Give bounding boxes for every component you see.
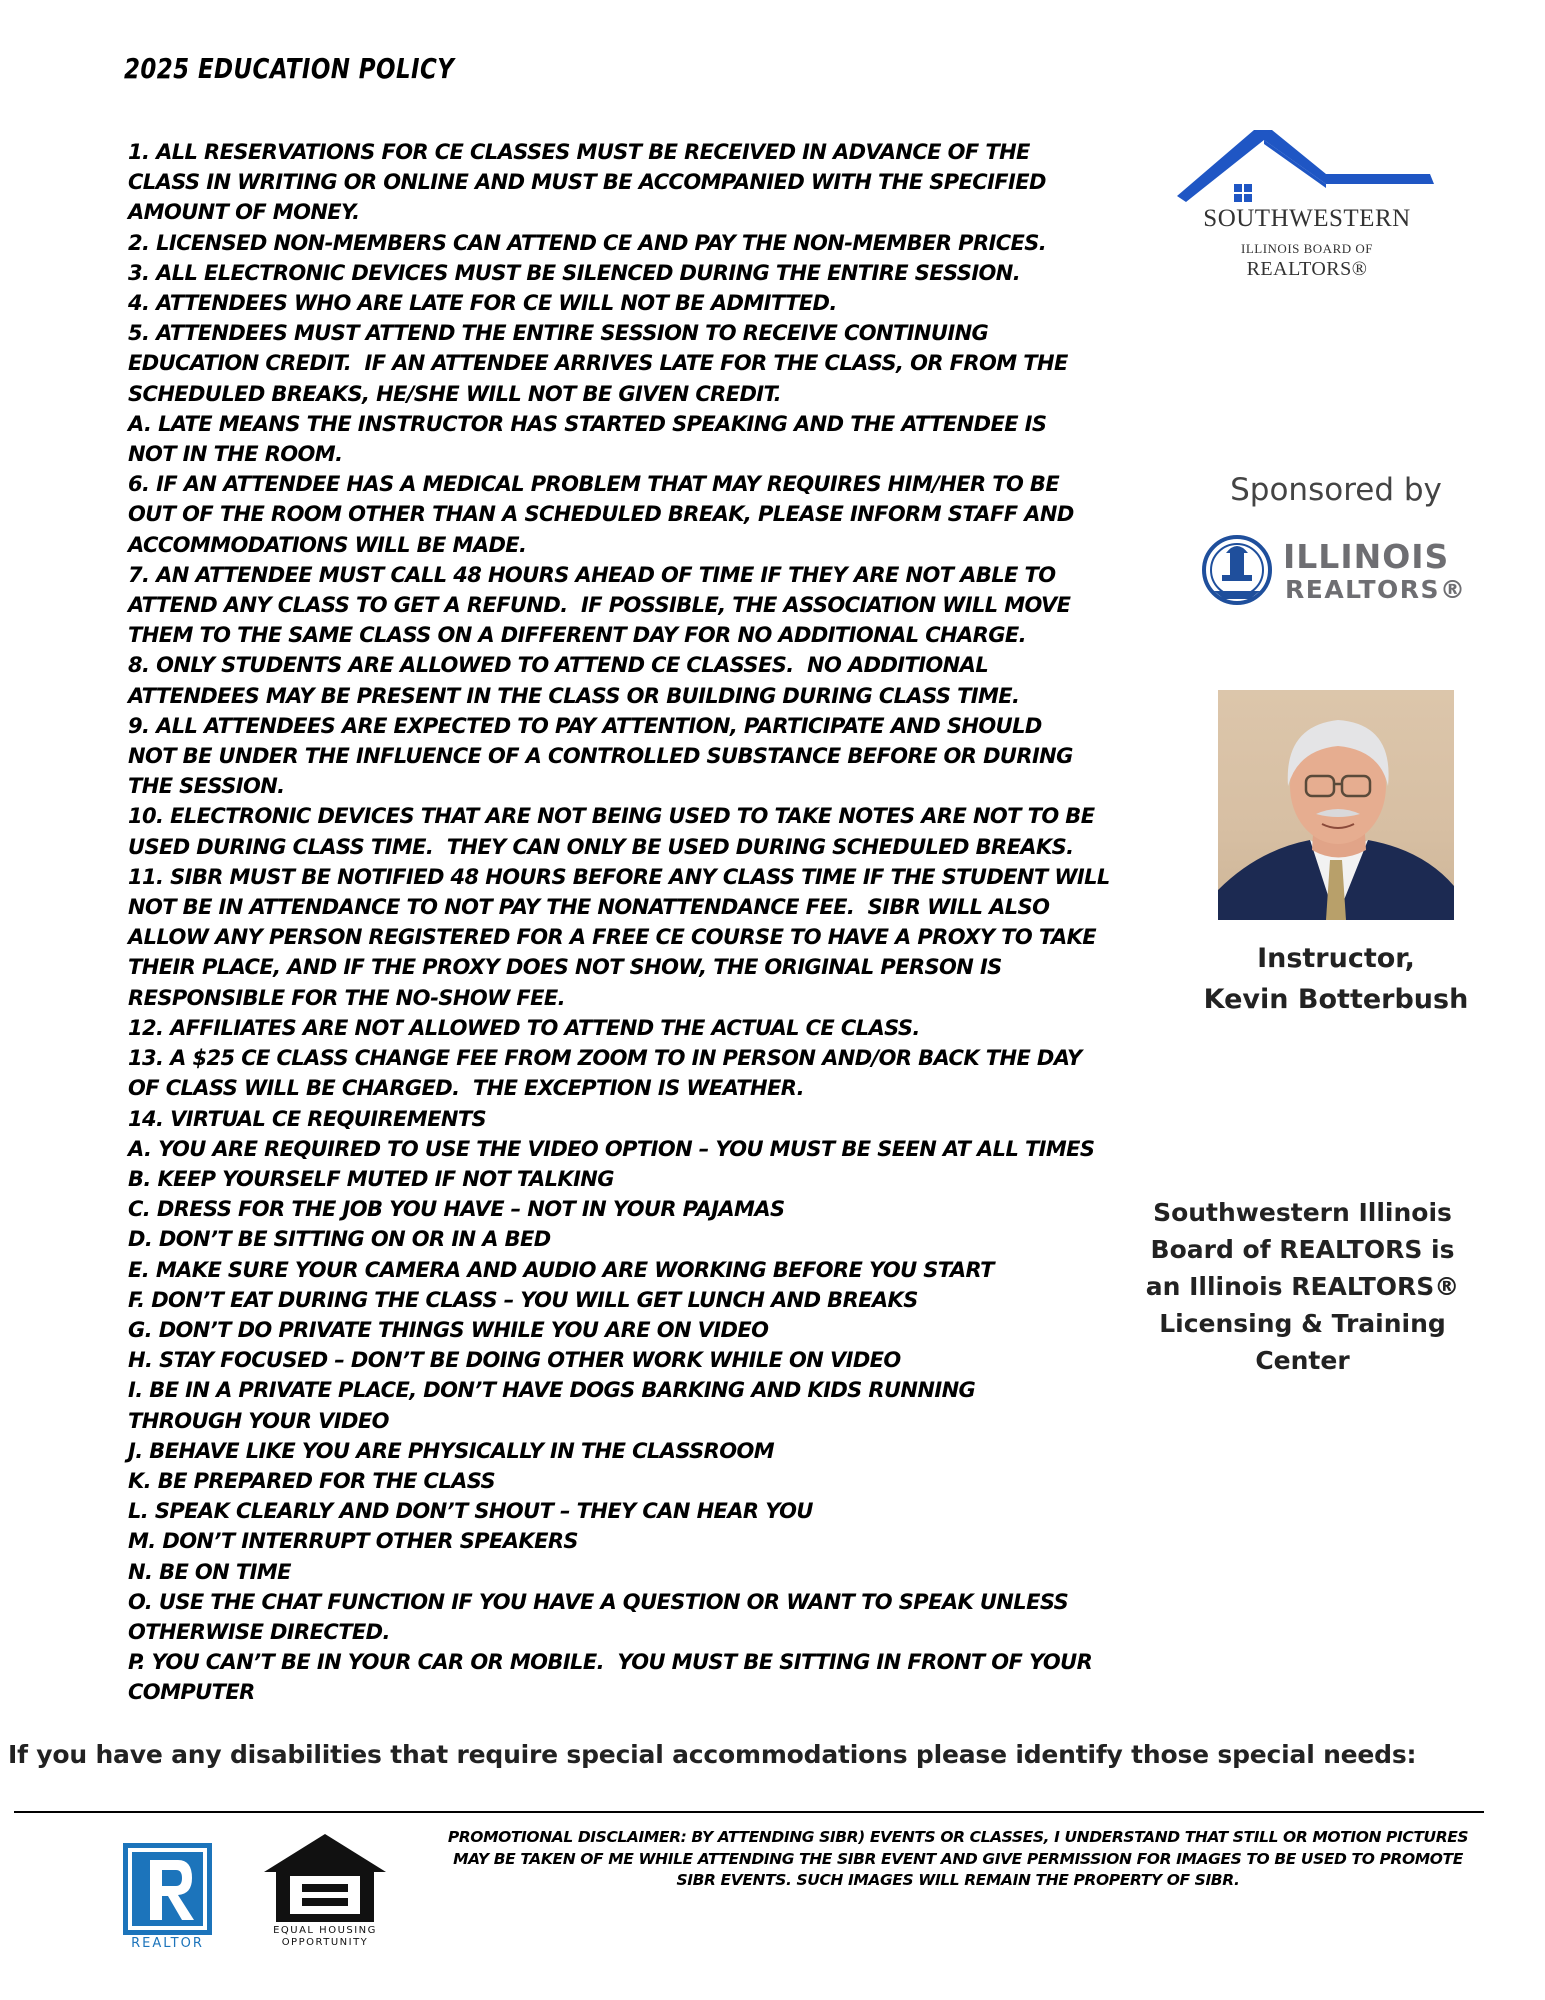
realtor-label: REALTOR — [131, 1936, 204, 1951]
policy-line: AMOUNT OF MONEY. — [128, 200, 360, 225]
policy-line: NOT IN THE ROOM. — [128, 442, 343, 467]
policy-line: THROUGH YOUR VIDEO — [128, 1408, 389, 1433]
policy-line: SCHEDULED BREAKS, HE/SHE WILL NOT BE GIVEN CREDIT. — [128, 381, 782, 406]
policy-line: C. DRESS FOR THE JOB YOU HAVE – NOT IN YOUR PAJAMAS — [128, 1197, 785, 1222]
policy-line: RESPONSIBLE FOR THE NO-SHOW FEE. — [128, 985, 566, 1010]
policy-line: COMPUTER — [128, 1680, 255, 1705]
disclaimer-line: MAY BE TAKEN OF ME WHILE ATTENDING THE SIBR EVENT AND GIVE PERMISSION FOR IMAGES TO BE USED TO PROMOTE — [453, 1849, 1463, 1868]
training-center-line: Licensing & Training — [1159, 1309, 1446, 1338]
equal-housing-line2: OPPORTUNITY — [281, 1937, 369, 1948]
policy-line: F. DON’T EAT DURING THE CLASS – YOU WILL GET LUNCH AND BREAKS — [128, 1287, 918, 1312]
policy-line: A. LATE MEANS THE INSTRUCTOR HAS STARTED SPEAKING AND THE ATTENDEE IS — [128, 411, 1047, 436]
instructor-label: Instructor, — [1257, 943, 1415, 974]
instructor-photo — [1218, 690, 1454, 920]
instructor-caption — [1180, 938, 1492, 1020]
policy-line: I. BE IN A PRIVATE PLACE, DON’T HAVE DOGS BARKING AND KIDS RUNNING — [128, 1378, 976, 1403]
policy-line: CLASS IN WRITING OR ONLINE AND MUST BE ACCOMPANIED WITH THE SPECIFIED — [128, 170, 1046, 195]
promotional-disclaimer — [378, 1827, 1538, 1892]
policy-line: D. DON’T BE SITTING ON OR IN A BED — [128, 1227, 551, 1252]
policy-line: B. KEEP YOURSELF MUTED IF NOT TALKING — [128, 1166, 614, 1191]
policy-line: 3. ALL ELECTRONIC DEVICES MUST BE SILENCED DURING THE ENTIRE SESSION. — [128, 260, 1021, 285]
policy-line: ATTEND ANY CLASS TO GET A REFUND. IF POSSIBLE, THE ASSOCIATION WILL MOVE — [128, 593, 1071, 618]
policy-line: 9. ALL ATTENDEES ARE EXPECTED TO PAY ATTENTION, PARTICIPATE AND SHOULD — [128, 713, 1042, 738]
policy-line: E. MAKE SURE YOUR CAMERA AND AUDIO ARE WORKING BEFORE YOU START — [128, 1257, 994, 1282]
policy-list — [128, 137, 1168, 1708]
policy-line: 11. SIBR MUST BE NOTIFIED 48 HOURS BEFORE ANY CLASS TIME IF THE STUDENT WILL — [128, 864, 1110, 889]
policy-line: THEM TO THE SAME CLASS ON A DIFFERENT DAY FOR NO ADDITIONAL CHARGE. — [128, 623, 1027, 648]
training-center-line: an Illinois REALTORS® — [1145, 1272, 1460, 1301]
policy-line: ALLOW ANY PERSON REGISTERED FOR A FREE CE COURSE TO HAVE A PROXY TO TAKE — [128, 925, 1097, 950]
training-center-text — [1125, 1194, 1480, 1379]
policy-line: USED DURING CLASS TIME. THEY CAN ONLY BE USED DURING SCHEDULED BREAKS. — [128, 834, 1074, 859]
instructor-name: Kevin Botterbush — [1203, 984, 1469, 1015]
illinois-realtors-line1: ILLINOIS — [1283, 537, 1450, 576]
southwestern-logo-sub2: REALTORS® — [1246, 258, 1368, 280]
southwestern-logo-name: SOUTHWESTERN — [1203, 205, 1411, 232]
illinois-realtors-line2: REALTORS® — [1285, 575, 1467, 604]
policy-line: A. YOU ARE REQUIRED TO USE THE VIDEO OPTION – YOU MUST BE SEEN AT ALL TIMES — [128, 1136, 1095, 1161]
equal-housing-line1: EQUAL HOUSING — [273, 1925, 377, 1936]
training-center-line: Southwestern Illinois — [1153, 1198, 1452, 1227]
policy-line: 12. AFFILIATES ARE NOT ALLOWED TO ATTEND THE ACTUAL CE CLASS. — [128, 1015, 920, 1040]
policy-line: THE SESSION. — [128, 774, 285, 799]
disclaimer-line: SIBR EVENTS. SUCH IMAGES WILL REMAIN THE PROPERTY OF SIBR. — [676, 1871, 1240, 1889]
disability-response-line[interactable] — [14, 1811, 1484, 1813]
policy-line: 8. ONLY STUDENTS ARE ALLOWED TO ATTEND CE CLASSES. NO ADDITIONAL — [128, 653, 989, 678]
policy-line: 5. ATTENDEES MUST ATTEND THE ENTIRE SESSION TO RECEIVE CONTINUING — [128, 321, 989, 346]
policy-line: NOT BE IN ATTENDANCE TO NOT PAY THE NONATTENDANCE FEE. SIBR WILL ALSO — [128, 895, 1050, 920]
disability-prompt: If you have any disabilities that require special accommodations please identify those special needs: — [8, 1740, 1417, 1769]
policy-line: 6. IF AN ATTENDEE HAS A MEDICAL PROBLEM THAT MAY REQUIRES HIM/HER TO BE — [128, 472, 1060, 497]
policy-line: L. SPEAK CLEARLY AND DON’T SHOUT – THEY CAN HEAR YOU — [128, 1499, 813, 1524]
policy-line: OF CLASS WILL BE CHARGED. THE EXCEPTION IS WEATHER. — [128, 1076, 805, 1101]
policy-line: ATTENDEES MAY BE PRESENT IN THE CLASS OR BUILDING DURING CLASS TIME. — [128, 683, 1020, 708]
policy-line: EDUCATION CREDIT. IF AN ATTENDEE ARRIVES LATE FOR THE CLASS, OR FROM THE — [128, 351, 1068, 376]
southwestern-logo-sub: ILLINOIS BOARD OF — [1241, 241, 1373, 256]
policy-line: NOT BE UNDER THE INFLUENCE OF A CONTROLLED SUBSTANCE BEFORE OR DURING — [128, 744, 1073, 769]
policy-line: J. BEHAVE LIKE YOU ARE PHYSICALLY IN THE CLASSROOM — [128, 1438, 774, 1463]
policy-line: 4. ATTENDEES WHO ARE LATE FOR CE WILL NOT BE ADMITTED. — [128, 291, 837, 316]
policy-line: G. DON’T DO PRIVATE THINGS WHILE YOU ARE ON VIDEO — [128, 1317, 769, 1342]
page-title: 2025 EDUCATION POLICY — [124, 52, 455, 85]
policy-line: OTHERWISE DIRECTED. — [128, 1619, 390, 1644]
policy-line: 10. ELECTRONIC DEVICES THAT ARE NOT BEING USED TO TAKE NOTES ARE NOT TO BE — [128, 804, 1095, 829]
policy-line: OUT OF THE ROOM OTHER THAN A SCHEDULED BREAK, PLEASE INFORM STAFF AND — [128, 502, 1074, 527]
policy-line: 7. AN ATTENDEE MUST CALL 48 HOURS AHEAD OF TIME IF THEY ARE NOT ABLE TO — [128, 562, 1056, 587]
policy-line: K. BE PREPARED FOR THE CLASS — [128, 1468, 496, 1493]
equal-housing-label — [254, 1925, 396, 1949]
training-center-line: Board of REALTORS is — [1150, 1235, 1455, 1264]
policy-line: M. DON’T INTERRUPT OTHER SPEAKERS — [128, 1529, 578, 1554]
policy-line: 2. LICENSED NON-MEMBERS CAN ATTEND CE AND PAY THE NON-MEMBER PRICES. — [128, 230, 1047, 255]
policy-line: H. STAY FOCUSED – DON’T BE DOING OTHER WORK WHILE ON VIDEO — [128, 1348, 901, 1373]
disclaimer-line: PROMOTIONAL DISCLAIMER: BY ATTENDING SIBR) EVENTS OR CLASSES, I UNDERSTAND THAT STILL OR MOTION PICTURES — [447, 1828, 1469, 1846]
policy-line: ACCOMMODATIONS WILL BE MADE. — [128, 532, 527, 557]
policy-line: P. YOU CAN’T BE IN YOUR CAR OR MOBILE. YOU MUST BE SITTING IN FRONT OF YOUR — [128, 1650, 1093, 1675]
policy-line: 14. VIRTUAL CE REQUIREMENTS — [128, 1106, 487, 1131]
training-center-line: Center — [1255, 1346, 1350, 1375]
policy-line: 1. ALL RESERVATIONS FOR CE CLASSES MUST BE RECEIVED IN ADVANCE OF THE — [128, 140, 1030, 164]
policy-line: N. BE ON TIME — [128, 1559, 291, 1584]
policy-line: THEIR PLACE, AND IF THE PROXY DOES NOT SHOW, THE ORIGINAL PERSON IS — [128, 955, 1002, 980]
equal-housing-icon — [262, 1832, 388, 1924]
policy-line: O. USE THE CHAT FUNCTION IF YOU HAVE A QUESTION OR WANT TO SPEAK UNLESS — [128, 1589, 1069, 1614]
policy-line: 13. A $25 CE CLASS CHANGE FEE FROM ZOOM TO IN PERSON AND/OR BACK THE DAY — [128, 1046, 1082, 1071]
sponsored-by-label: Sponsored by — [1230, 472, 1442, 508]
